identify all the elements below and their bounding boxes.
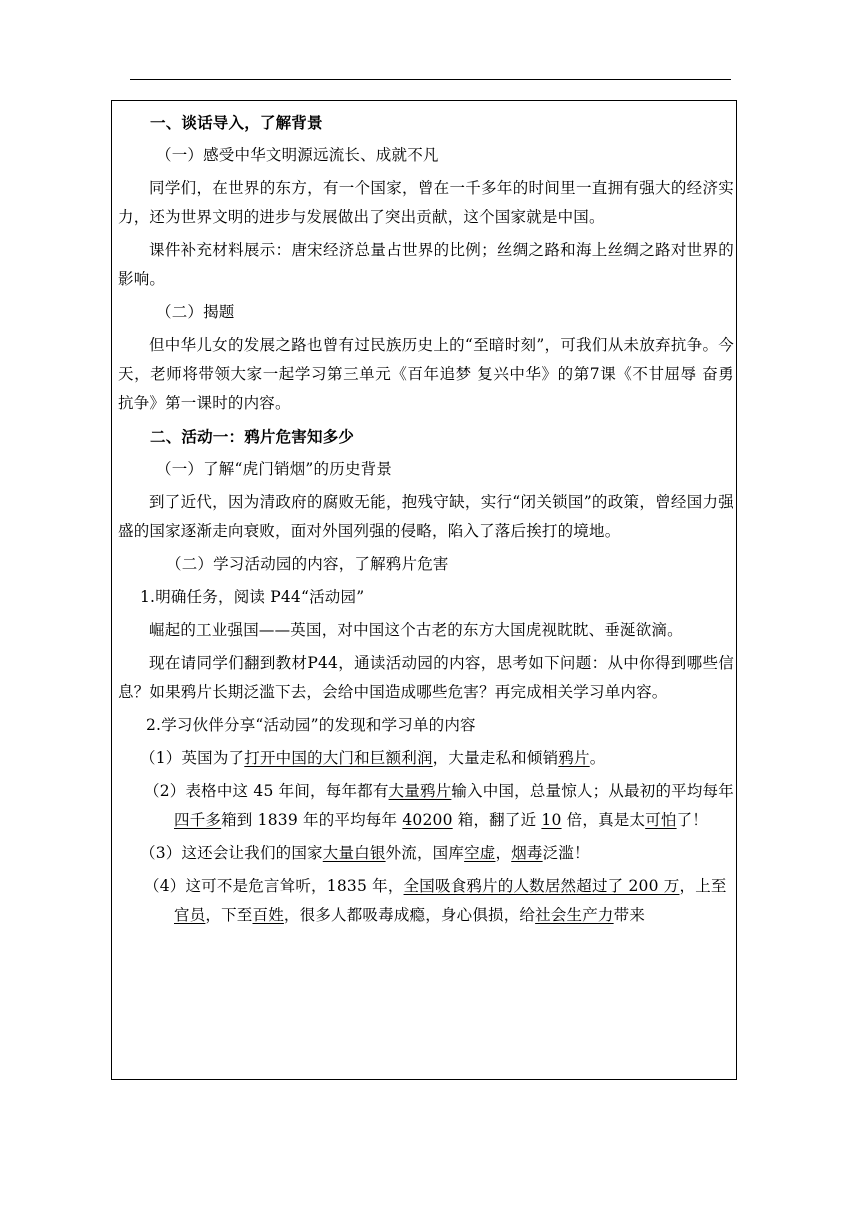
text: 泛滥！ — [542, 844, 590, 862]
text: 了！ — [676, 811, 708, 829]
text: ， — [495, 844, 512, 862]
underlined-answer: 四千多 — [174, 811, 222, 829]
underlined-answer: 空虚 — [464, 844, 496, 862]
list-item-3 — [118, 839, 734, 868]
text: 外流，国库 — [385, 844, 465, 862]
underlined-answer: 官员 — [174, 906, 206, 924]
section-1-para-1: 同学们，在世界的东方，有一个国家，曾在一千多年的时间里一直拥有强大的经济实力，还为世界文明的进步与发展做出了突出贡献，这个国家就是中国。 — [118, 179, 734, 226]
lesson-content — [118, 108, 734, 930]
text: （4）这可不是危言耸听，1835 年， — [144, 877, 404, 895]
section-2-sub-2: （二）学习活动园的内容，了解鸦片危害 — [166, 555, 449, 573]
text: ，很多人都吸毒成瘾，身心俱损，给 — [283, 906, 536, 924]
text: （1）英国为了 — [140, 749, 245, 767]
list-item-1 — [118, 744, 734, 773]
section-1-para-2: 课件补充材料展示：唐宋经济总量占世界的比例；丝绸之路和海上丝绸之路对世界的影响。 — [118, 241, 734, 288]
underlined-answer: 40200 — [402, 811, 453, 829]
section-2-para-1: 到了近代，因为清政府的腐败无能，抱残守缺，实行“闭关锁国”的政策，曾经国力强盛的国家逐渐走向衰败，面对外国列强的侵略，陷入了落后挨打的境地。 — [118, 493, 734, 540]
underlined-answer: 全国吸食鸦片的人数居然超过了 200 万 — [403, 877, 680, 895]
text: ，大量走私和倾销 — [432, 749, 559, 767]
list-item-4 — [118, 872, 734, 930]
section-2-para-2: 崛起的工业强国——英国，对中国这个古老的东方大国虎视眈眈、垂涎欲滴。 — [149, 621, 683, 639]
text: 箱到 1839 年的平均每年 — [221, 811, 403, 829]
underlined-answer: 10 — [541, 811, 562, 829]
header-rule — [130, 79, 731, 80]
underlined-answer: 打开中国的大门和巨额利润 — [244, 749, 433, 767]
text: 倍，真是太 — [561, 811, 646, 829]
text: ，下至 — [205, 906, 253, 924]
section-2-item-1: 1.明确任务，阅读 P44“活动园” — [140, 588, 365, 606]
section-1-sub-1: （一）感受中华文明源远流长、成就不凡 — [156, 146, 439, 164]
section-2-sub-1: （一）了解“虎门销烟”的历史背景 — [156, 460, 393, 478]
text: 带来 — [613, 906, 646, 924]
section-1-title: 一、谈话导入，了解背景 — [150, 113, 323, 132]
text: （2）表格中这 45 年间，每年都有 — [144, 782, 389, 800]
text: （3）这还会让我们的国家 — [140, 844, 323, 862]
section-2-item-2: 2.学习伙伴分享“活动园”的发现和学习单的内容 — [146, 716, 476, 734]
underlined-answer: 大量白银 — [322, 844, 386, 862]
underlined-answer: 社会生产力 — [535, 906, 614, 924]
text: ，上至 — [679, 877, 727, 895]
section-2-title: 二、活动一：鸦片危害知多少 — [150, 427, 355, 446]
section-1-sub-2: （二）揭题 — [156, 303, 235, 321]
underlined-answer: 鸦片 — [558, 749, 590, 767]
text: 箱，翻了近 — [452, 811, 542, 829]
text: 输入中国，总量惊人；从最初的平均每年 — [451, 782, 734, 800]
underlined-answer: 百姓 — [252, 906, 284, 924]
section-1-para-3: 但中华儿女的发展之路也曾有过民族历史上的“至暗时刻”，可我们从未放弃抗争。今天，老师将带领大家一起学习第三单元《百年追梦 复兴中华》的第7课《不甘屈辱 奋勇抗争》第一课时的内容。 — [118, 336, 734, 412]
list-item-2 — [118, 777, 734, 835]
underlined-answer: 可怕 — [645, 811, 677, 829]
underlined-answer: 大量鸦片 — [388, 782, 452, 800]
section-2-para-3: 现在请同学们翻到教材P44，通读活动园的内容，思考如下问题：从中你得到哪些信息？如果鸦片长期泛滥下去，会给中国造成哪些危害？再完成相关学习单内容。 — [118, 654, 734, 701]
underlined-answer: 烟毒 — [511, 844, 543, 862]
text: 。 — [589, 749, 606, 767]
